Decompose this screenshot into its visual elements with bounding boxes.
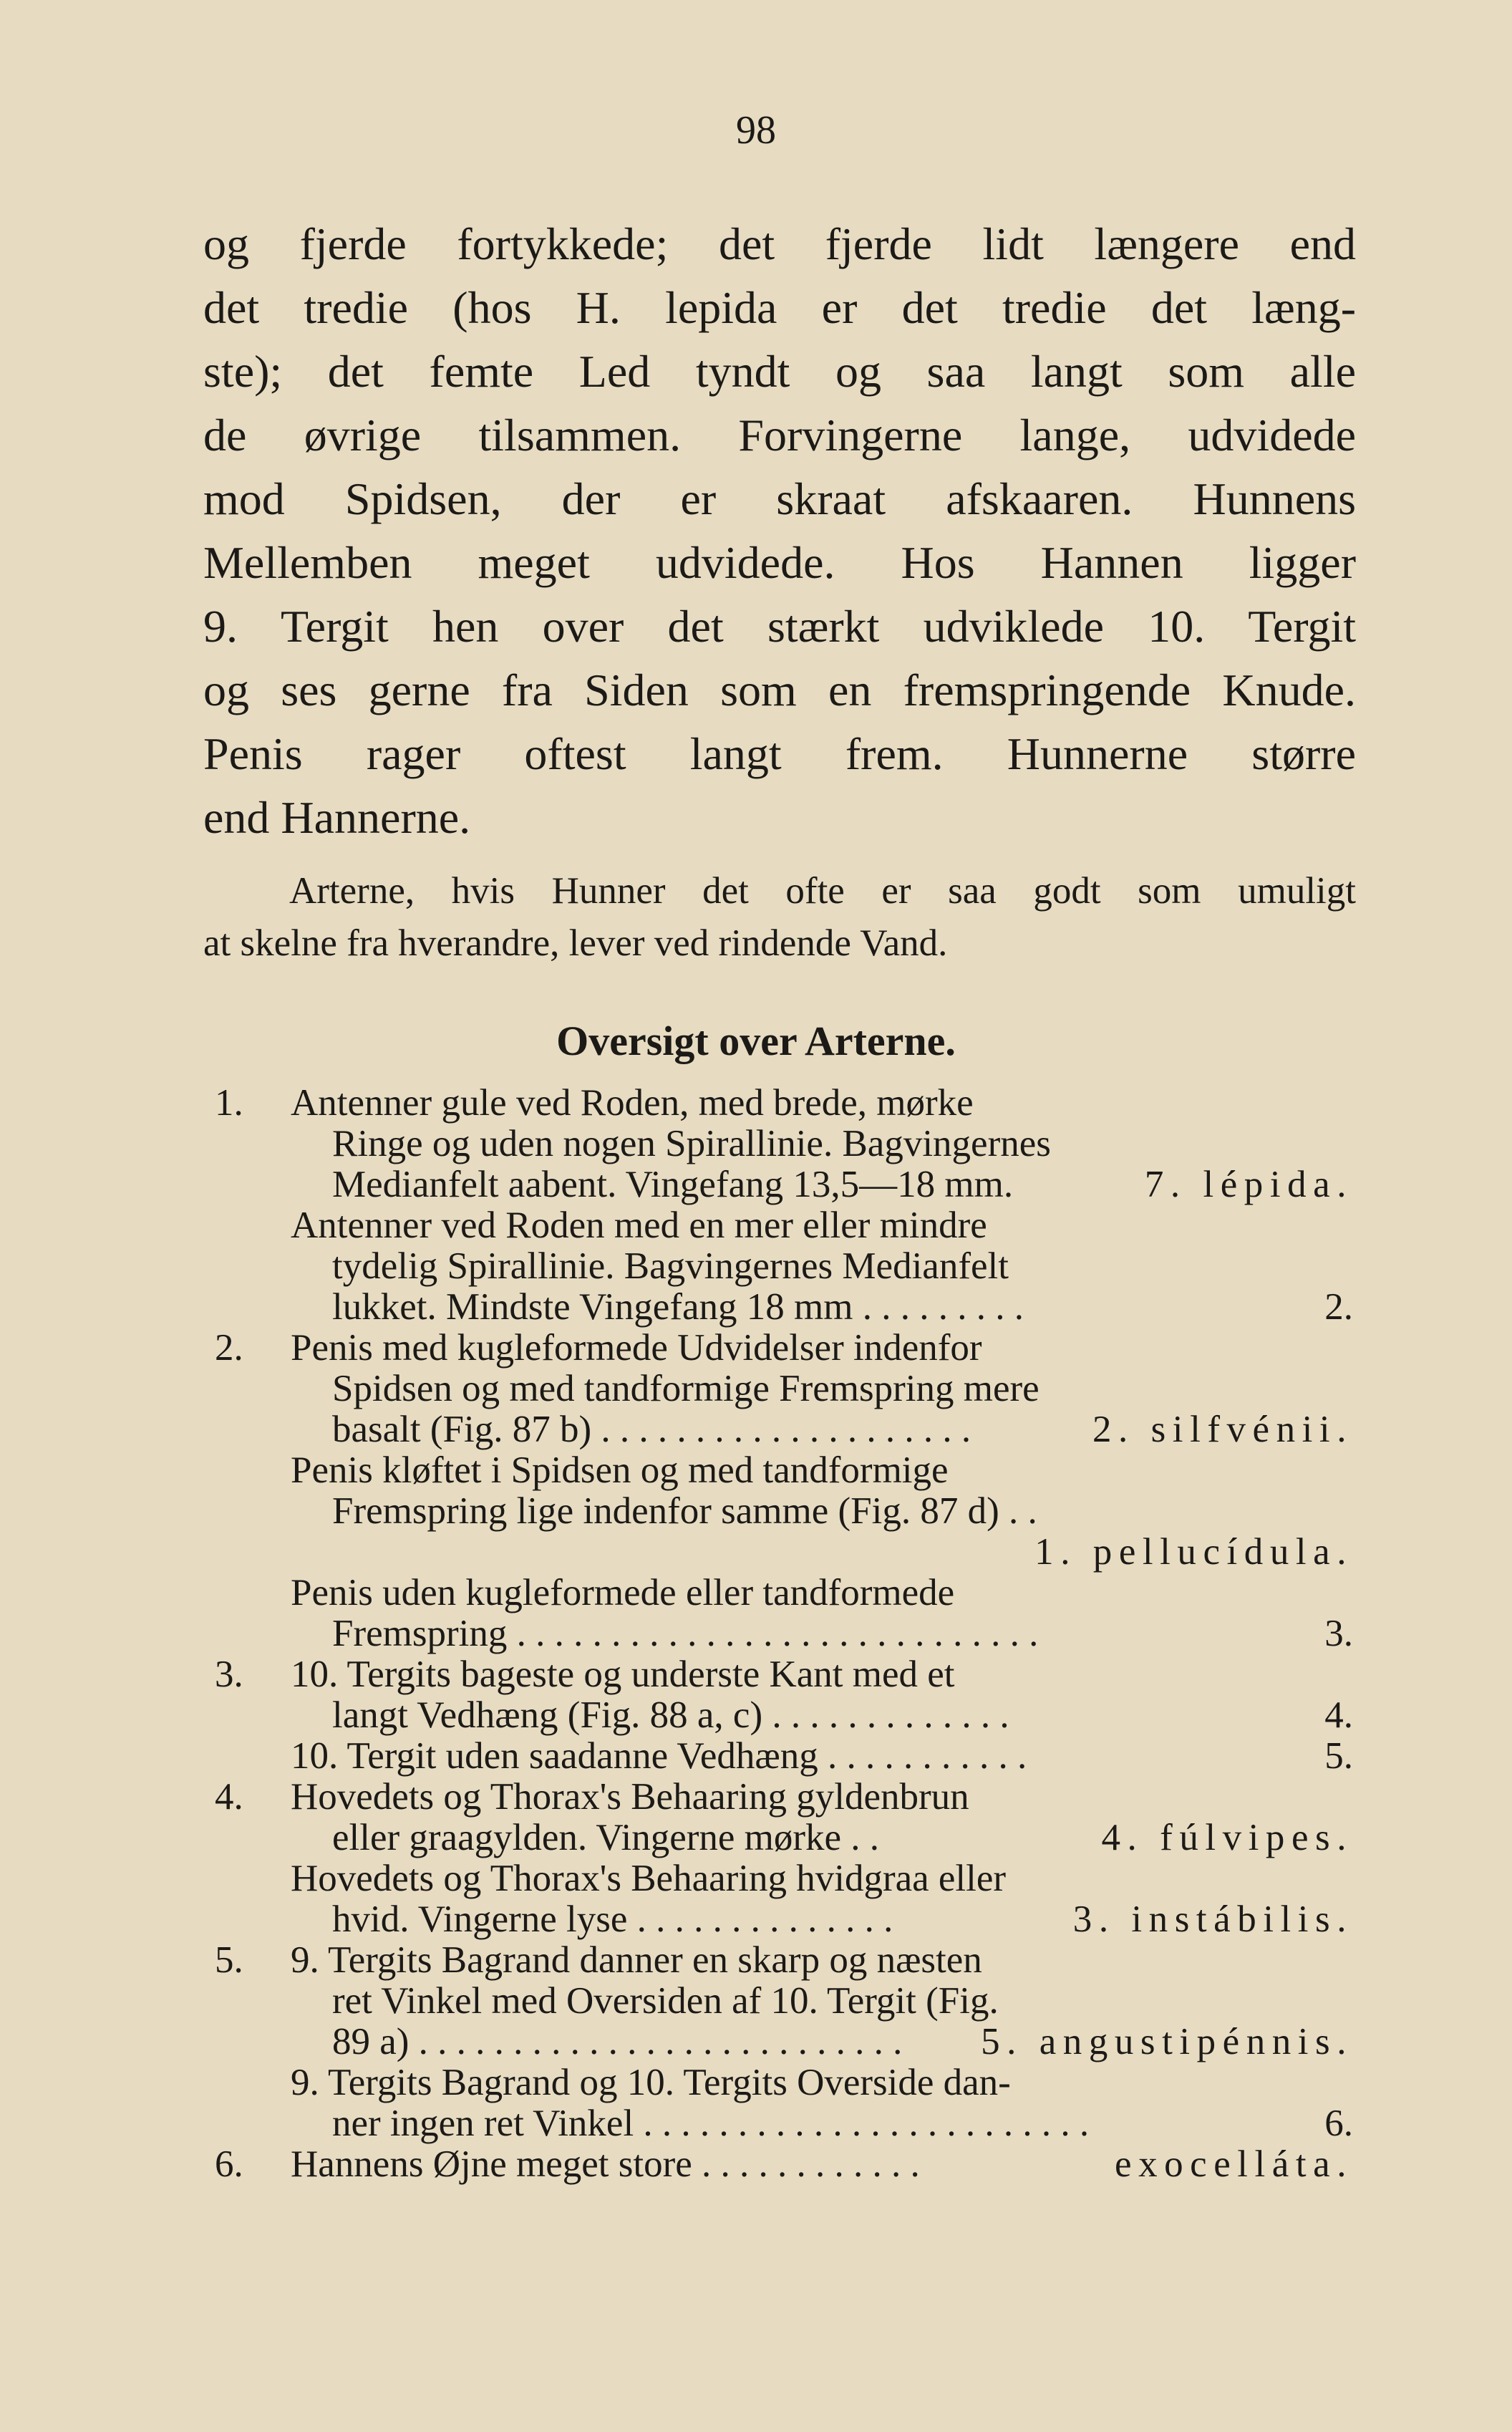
key-number: 4. — [215, 1776, 243, 1818]
text-line: at skelne fra hverandre, lever ved rindende Vand. — [203, 922, 948, 964]
text-line: Arterne, hvis Hunner det ofte er saa godt som umuligt — [289, 870, 1356, 912]
key-row — [215, 1736, 1360, 1777]
key-text: Hovedets og Thorax's Behaaring hvidgraa eller — [291, 1858, 1007, 1899]
key-row — [215, 1654, 1360, 1695]
key-row — [215, 1981, 1360, 2022]
key-number: 6. — [215, 2143, 243, 2185]
key-text: tydelig Spirallinie. Bagvingernes Medianfelt — [332, 1245, 1009, 1287]
text-line: og ses gerne fra Siden som en fremspringende Knude. — [203, 665, 1356, 715]
key-row — [215, 1940, 1360, 1981]
text-line: og fjerde fortykkede; det fjerde lidt længere end — [203, 218, 1356, 269]
key-row — [215, 1124, 1360, 1164]
key-text: Spidsen og med tandformige Fremspring mere — [332, 1368, 1040, 1409]
key-row — [215, 1818, 1360, 1858]
key-text: Antenner ved Roden med en mer eller mindre — [291, 1205, 987, 1246]
key-text: Fremspring lige indenfor samme (Fig. 87 d) . . — [332, 1490, 1037, 1532]
key-text: 9. Tergits Bagrand danner en skarp og næsten — [291, 1939, 982, 1981]
key-text: ret Vinkel med Oversiden af 10. Tergit (Fig. — [332, 1980, 999, 2022]
key-result: 3. — [1324, 1613, 1353, 1654]
key-text: langt Vedhæng (Fig. 88 a, c) . . . . . . . . . . . . . — [332, 1694, 1009, 1736]
key-row — [215, 1246, 1360, 1287]
key-row — [215, 1573, 1360, 1613]
key-result: 2. — [1324, 1286, 1353, 1328]
key-row — [215, 1858, 1360, 1899]
key-result: 6. — [1324, 2103, 1353, 2144]
key-text: Penis med kugleformede Udvidelser indenfor — [291, 1327, 982, 1369]
key-text: basalt (Fig. 87 b) . . . . . . . . . . . . . . . . . . . . — [332, 1409, 971, 1450]
key-number: 5. — [215, 1939, 243, 1981]
text-line: 9. Tergit hen over det stærkt udviklede 10. Tergit — [203, 601, 1356, 652]
key-row — [215, 1164, 1360, 1205]
key-result: exocelláta. — [1115, 2143, 1353, 2185]
key-number: 1. — [215, 1082, 243, 1124]
key-text: Medianfelt aabent. Vingefang 13,5—18 mm. — [332, 1164, 1014, 1205]
key-text: Penis kløftet i Spidsen og med tandformige — [291, 1449, 949, 1491]
key-text: 10. Tergit uden saadanne Vedhæng . . . . . . . . . . . — [291, 1735, 1027, 1777]
key-text: Hannens Øjne meget store . . . . . . . . . . . . — [291, 2143, 920, 2185]
key-result: 3. instábilis. — [1072, 1898, 1353, 1940]
text-line: end Hannerne. — [203, 792, 471, 843]
section-heading: Oversigt over Arterne. — [556, 1018, 956, 1064]
key-row — [215, 2062, 1360, 2103]
key-text: lukket. Mindste Vingefang 18 mm . . . . . . . . . — [332, 1286, 1024, 1328]
key-row — [215, 1899, 1360, 1940]
key-number: 3. — [215, 1654, 243, 1695]
key-text: 89 a) . . . . . . . . . . . . . . . . . . . . . . . . . . — [332, 2021, 903, 2062]
key-result: 5. — [1324, 1735, 1353, 1777]
text-line: Penis rager oftest langt frem. Hunnerne større — [203, 728, 1356, 779]
text-line: mod Spidsen, der er skraat afskaaren. Hunnens — [203, 473, 1356, 524]
key-text: Hovedets og Thorax's Behaaring gyldenbrun — [291, 1776, 969, 1818]
text-line: Mellemben meget udvidede. Hos Hannen ligger — [203, 537, 1356, 588]
text-line: ste); det femte Led tyndt og saa langt som alle — [203, 346, 1356, 397]
key-result: 2. silfvénii. — [1092, 1409, 1353, 1450]
text-line: de øvrige tilsammen. Forvingerne lange, udvidede — [203, 410, 1356, 460]
key-row — [215, 1532, 1360, 1573]
key-result: 5. angustipénnis. — [981, 2021, 1353, 2062]
key-row — [215, 1613, 1360, 1654]
key-row — [215, 1369, 1360, 1409]
key-text: Ringe og uden nogen Spirallinie. Bagvingernes — [332, 1123, 1051, 1164]
key-text: Fremspring . . . . . . . . . . . . . . . . . . . . . . . . . . . . — [332, 1613, 1039, 1654]
key-text: eller graagylden. Vingerne mørke . . — [332, 1817, 880, 1858]
key-text: 10. Tergits bageste og underste Kant med et — [291, 1654, 955, 1695]
key-result: 4. — [1324, 1694, 1353, 1736]
key-row — [215, 1287, 1360, 1328]
key-text: 9. Tergits Bagrand og 10. Tergits Overside dan- — [291, 2062, 1011, 2103]
key-text: hvid. Vingerne lyse . . . . . . . . . . . . . . — [332, 1898, 893, 1940]
key-row — [215, 1491, 1360, 1532]
key-row — [215, 1450, 1360, 1491]
key-row — [215, 1695, 1360, 1736]
key-row — [215, 2022, 1360, 2062]
key-row — [215, 2103, 1360, 2144]
key-text: Penis uden kugleformede eller tandformede — [291, 1572, 955, 1613]
key-text: Antenner gule ved Roden, med brede, mørke — [291, 1082, 974, 1124]
small-print-paragraph — [203, 865, 1356, 970]
key-result: 4. fúlvipes. — [1101, 1817, 1353, 1858]
key-row — [215, 2144, 1360, 2185]
key-row — [215, 1777, 1360, 1818]
key-row — [215, 1409, 1360, 1450]
key-row — [215, 1328, 1360, 1369]
key-result: 1. pellucídula. — [1034, 1531, 1353, 1573]
key-result: 7. lépida. — [1144, 1164, 1353, 1205]
species-key — [215, 1083, 1360, 2185]
text-line: det tredie (hos H. lepida er det tredie det læng- — [203, 282, 1356, 333]
key-row — [215, 1083, 1360, 1124]
page-number: 98 — [736, 108, 776, 153]
key-text: ner ingen ret Vinkel . . . . . . . . . . . . . . . . . . . . . . . . — [332, 2103, 1090, 2144]
key-number: 2. — [215, 1327, 243, 1369]
main-paragraph — [203, 212, 1356, 849]
key-row — [215, 1205, 1360, 1246]
